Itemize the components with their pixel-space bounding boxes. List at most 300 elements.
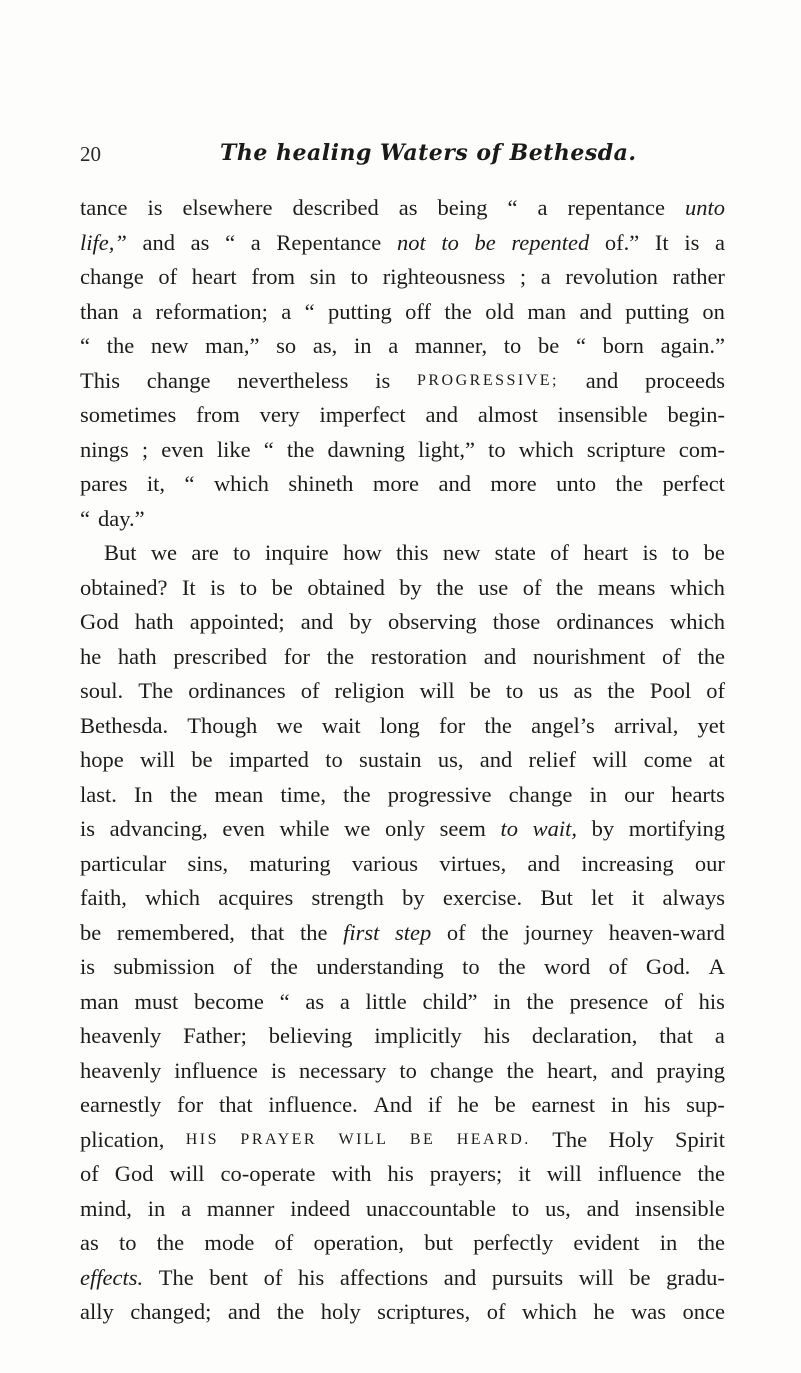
- word: holy: [320, 1299, 361, 1324]
- word: affections: [339, 1264, 429, 1290]
- word: but: [424, 1230, 453, 1255]
- word: as: [305, 988, 325, 1014]
- word: to: [671, 540, 690, 565]
- word: pursuits: [491, 1264, 564, 1290]
- word: of: [550, 540, 569, 565]
- word: off: [405, 298, 431, 324]
- text-line: [80, 571, 725, 606]
- word: repentance: [567, 195, 665, 220]
- word: to: [462, 954, 480, 979]
- word: be: [469, 678, 491, 703]
- word: God.: [645, 954, 691, 979]
- word: manner,: [414, 333, 488, 358]
- word: HEARD.: [456, 1130, 531, 1148]
- word: by: [349, 609, 372, 634]
- word: the: [276, 1299, 305, 1324]
- word: from: [196, 402, 240, 427]
- word: maturing: [249, 850, 331, 876]
- word: prayers;: [429, 1161, 503, 1186]
- word: religion: [334, 678, 405, 703]
- word: is: [210, 574, 226, 600]
- word: insensible: [557, 402, 648, 427]
- text-line: [80, 812, 725, 847]
- word: the: [697, 643, 725, 669]
- word: prescribed: [173, 643, 268, 669]
- word: “: [279, 988, 290, 1014]
- word: new: [150, 333, 189, 358]
- word: “: [263, 436, 274, 462]
- word: unaccountable: [366, 1195, 496, 1221]
- text-line: [80, 605, 725, 640]
- word: be: [191, 747, 213, 772]
- word: a: [540, 264, 551, 289]
- word: the: [481, 919, 509, 945]
- text-line: [80, 709, 725, 744]
- word: his: [644, 1092, 671, 1117]
- word: in: [589, 781, 607, 807]
- word: submission: [113, 954, 215, 979]
- word: scriptures,: [377, 1299, 471, 1324]
- word: co-operate: [220, 1161, 316, 1186]
- word: his: [483, 1023, 510, 1048]
- word: to: [118, 1230, 137, 1255]
- word: Spirit: [674, 1126, 725, 1152]
- word: In: [134, 781, 153, 807]
- word: and: [142, 229, 176, 255]
- text-line: [80, 295, 725, 330]
- text-line: [80, 364, 725, 399]
- word: influence: [174, 1057, 258, 1083]
- word: imparted: [228, 747, 309, 772]
- word: of: [233, 954, 252, 979]
- word: and: [300, 609, 334, 634]
- word: last.: [80, 781, 117, 807]
- text-line: [80, 1123, 725, 1158]
- word: described: [292, 195, 379, 220]
- word: manner: [206, 1195, 275, 1221]
- word: the: [697, 1161, 725, 1186]
- word: will: [419, 678, 455, 703]
- word: proceeds: [645, 367, 725, 393]
- word: the: [106, 333, 135, 358]
- word: hath: [117, 643, 157, 669]
- word: his: [698, 988, 725, 1014]
- word: the: [444, 298, 472, 324]
- word: revolution: [565, 264, 658, 289]
- word: heart,: [547, 1057, 598, 1083]
- word: man,”: [205, 333, 260, 358]
- word: a: [132, 298, 143, 324]
- word: if: [427, 1092, 442, 1117]
- word: HIS: [185, 1130, 220, 1148]
- word: to: [503, 333, 522, 358]
- word: But: [104, 540, 137, 565]
- word: us: [538, 678, 559, 703]
- word: almost: [477, 402, 538, 427]
- running-head: [80, 140, 725, 180]
- word: and: [527, 850, 560, 876]
- word: A: [708, 954, 725, 979]
- word: the: [156, 1230, 185, 1255]
- word: and: [227, 1299, 261, 1324]
- word: sustain: [359, 747, 422, 772]
- word: nevertheless: [237, 367, 349, 393]
- word: mean: [214, 781, 264, 807]
- word: so: [276, 333, 297, 358]
- word: and: [610, 1057, 644, 1083]
- text-line: [80, 260, 725, 295]
- word: It: [181, 574, 196, 600]
- word: and: [425, 402, 458, 427]
- page-number: 20: [80, 142, 101, 166]
- word: a: [714, 1023, 725, 1048]
- word: of: [300, 678, 320, 703]
- word: the: [286, 436, 315, 462]
- word: and: [438, 471, 471, 496]
- word: The: [138, 678, 174, 703]
- word: influence: [597, 1161, 682, 1186]
- word: Bethesda.: [80, 712, 169, 738]
- word: relief: [528, 747, 577, 772]
- word: are: [191, 540, 219, 565]
- word: plication,: [80, 1126, 165, 1152]
- word: will: [169, 1161, 205, 1186]
- word: be: [494, 1092, 516, 1117]
- word: of: [664, 988, 683, 1014]
- word: The: [552, 1126, 588, 1152]
- word: indeed: [290, 1195, 351, 1221]
- word: is: [147, 195, 163, 220]
- text-line: [80, 1157, 725, 1192]
- word: soul.: [80, 678, 124, 703]
- word: a: [181, 1195, 192, 1221]
- word: Pool: [649, 678, 692, 703]
- word: that: [250, 919, 285, 945]
- word: in: [147, 1195, 166, 1221]
- word: strength: [311, 885, 384, 910]
- word: word: [544, 954, 591, 979]
- word: ordinances: [556, 609, 654, 634]
- word: arrival,: [613, 712, 679, 738]
- word: new: [442, 540, 481, 565]
- word: as: [573, 678, 593, 703]
- word: us,: [545, 1195, 571, 1221]
- word: dawning: [327, 436, 406, 462]
- word: Though: [187, 712, 258, 738]
- word: more: [372, 471, 420, 496]
- word: will: [592, 747, 628, 772]
- word: as: [398, 195, 418, 220]
- word: change: [429, 1057, 494, 1083]
- word: to: [488, 436, 506, 462]
- word: wait,: [532, 816, 577, 841]
- word: is: [80, 954, 96, 979]
- word: sins,: [187, 850, 229, 876]
- word: declaration,: [531, 1023, 638, 1048]
- word: it: [631, 885, 645, 910]
- word: how: [342, 540, 382, 565]
- text-line: [80, 191, 725, 226]
- word: to: [399, 1057, 417, 1083]
- word: increasing: [581, 850, 674, 876]
- word: and: [579, 298, 612, 324]
- word: always: [662, 885, 725, 910]
- word: changed;: [130, 1299, 212, 1324]
- word: particular: [80, 850, 167, 876]
- word: only: [384, 816, 425, 841]
- word: wait: [321, 712, 361, 738]
- text-line: [80, 778, 725, 813]
- word: the: [697, 1230, 725, 1255]
- word: is: [375, 367, 391, 393]
- word: the: [506, 1057, 535, 1083]
- word: life,”: [80, 229, 127, 255]
- word: Repentance: [276, 229, 382, 255]
- word: to: [505, 678, 524, 703]
- word: for: [438, 712, 466, 738]
- text-line: [80, 1054, 725, 1089]
- word: reformation;: [155, 298, 268, 324]
- word: be: [271, 574, 293, 600]
- word: earnest: [531, 1092, 596, 1117]
- word: the: [484, 712, 512, 738]
- word: light,”: [418, 436, 476, 462]
- word: he: [593, 1299, 615, 1324]
- word: heavenly: [80, 1057, 162, 1083]
- text-line: [80, 674, 725, 709]
- word: angel’s: [531, 712, 595, 738]
- word: old: [485, 298, 514, 324]
- word: the: [526, 988, 554, 1014]
- word: rather: [672, 264, 725, 289]
- word: But: [540, 885, 573, 910]
- word: the: [498, 954, 526, 979]
- text-line: [80, 1192, 725, 1227]
- word: the: [270, 954, 298, 979]
- word: mortifying: [628, 816, 725, 841]
- word: like: [216, 436, 251, 462]
- word: This: [80, 367, 121, 393]
- text-line: [80, 950, 725, 985]
- text-line: [80, 1226, 725, 1261]
- word: PROGRESSIVE;: [416, 371, 559, 389]
- word: faith,: [80, 885, 127, 910]
- word: heavenly: [80, 1023, 162, 1048]
- word: ;: [519, 264, 527, 289]
- word: is: [270, 1057, 286, 1083]
- word: which: [518, 436, 574, 462]
- word: while: [279, 816, 330, 841]
- word: in: [610, 1092, 629, 1117]
- word: must: [134, 988, 179, 1014]
- word: heaven-ward: [608, 919, 725, 945]
- word: and: [586, 1195, 620, 1221]
- text-line: [80, 226, 725, 261]
- word: the: [555, 574, 584, 600]
- word: child”: [422, 988, 478, 1014]
- word: perfectly: [473, 1230, 554, 1255]
- word: first: [343, 919, 380, 945]
- word: is: [80, 816, 96, 841]
- word: which: [145, 885, 201, 910]
- word: And: [373, 1092, 413, 1117]
- word: our: [694, 850, 725, 876]
- word: evident: [573, 1230, 640, 1255]
- word: change: [80, 264, 144, 289]
- word: even: [222, 816, 265, 841]
- word: insensible: [634, 1195, 725, 1221]
- word: it,: [146, 471, 166, 496]
- word: as: [80, 1230, 99, 1255]
- word: putting: [625, 298, 690, 324]
- word: hope: [80, 747, 124, 772]
- word: we: [150, 540, 178, 565]
- text-line: [80, 1019, 725, 1054]
- word: righteousness: [382, 264, 506, 289]
- word: more: [490, 471, 537, 496]
- word: use: [478, 574, 509, 600]
- word: repented: [511, 229, 590, 255]
- word: by: [402, 885, 425, 910]
- word: than: [80, 298, 119, 324]
- word: ;: [141, 436, 149, 462]
- word: heart: [583, 540, 629, 565]
- word: of: [522, 574, 542, 600]
- word: WILL: [338, 1130, 389, 1148]
- word: be: [703, 540, 725, 565]
- word: “: [80, 505, 90, 531]
- word: implicitly: [374, 1023, 462, 1048]
- word: hearts: [671, 781, 725, 807]
- word: a: [339, 988, 350, 1014]
- word: become: [193, 988, 264, 1014]
- word: change: [508, 781, 573, 807]
- text-line: [80, 640, 725, 675]
- word: of.”: [604, 229, 640, 255]
- word: of: [446, 919, 466, 945]
- word: a: [281, 298, 292, 324]
- word: Holy: [608, 1126, 654, 1152]
- word: man: [527, 298, 567, 324]
- word: of: [486, 1299, 506, 1324]
- word: the: [343, 781, 371, 807]
- word: to: [233, 540, 251, 565]
- text-line: [80, 1261, 725, 1296]
- word: various: [351, 850, 419, 876]
- word: which: [669, 609, 725, 634]
- word: bent: [209, 1264, 249, 1290]
- word: begin-: [667, 402, 725, 427]
- word: ally: [80, 1299, 114, 1324]
- word: to: [239, 574, 258, 600]
- word: advancing,: [109, 816, 208, 841]
- word: be: [474, 229, 496, 255]
- word: elsewhere: [182, 195, 273, 220]
- text-line: [80, 847, 725, 882]
- word: he: [80, 643, 102, 669]
- word: in: [493, 988, 511, 1014]
- word: this: [396, 540, 429, 565]
- word: and: [443, 1264, 477, 1290]
- word: BE: [409, 1130, 436, 1148]
- word: the: [436, 574, 464, 600]
- word: with: [331, 1161, 372, 1186]
- word: of: [608, 954, 628, 979]
- word: is: [684, 229, 700, 255]
- word: “: [304, 298, 315, 324]
- word: a: [250, 229, 261, 255]
- word: “: [507, 195, 518, 220]
- text-line: [80, 1088, 725, 1123]
- word: that: [659, 1023, 694, 1048]
- word: gradu-: [666, 1264, 725, 1290]
- word: ordinances: [188, 678, 286, 703]
- word: in: [353, 333, 372, 358]
- word: unto: [684, 195, 725, 220]
- word: is: [642, 540, 658, 565]
- word: as,: [312, 333, 338, 358]
- text-line: [80, 329, 725, 364]
- word: pares: [80, 471, 128, 496]
- word: “: [80, 333, 90, 358]
- word: heart: [191, 264, 237, 289]
- word: which: [213, 471, 269, 496]
- word: of: [662, 643, 681, 669]
- word: virtues,: [439, 850, 507, 876]
- word: earnestly: [80, 1092, 162, 1117]
- text-line: [80, 536, 725, 571]
- word: the: [615, 471, 644, 496]
- word: will: [546, 1161, 582, 1186]
- text-line: [80, 985, 725, 1020]
- word: the: [607, 678, 635, 703]
- word: it: [518, 1161, 531, 1186]
- word: to: [511, 1195, 530, 1221]
- word: from: [251, 264, 296, 289]
- word: Father;: [183, 1023, 247, 1048]
- word: was: [631, 1299, 667, 1324]
- word: seem: [439, 816, 486, 841]
- word: come: [643, 747, 693, 772]
- word: putting: [328, 298, 392, 324]
- word: obtained: [307, 574, 385, 600]
- word: praying: [656, 1057, 725, 1083]
- word: The: [158, 1264, 194, 1290]
- text-line: [80, 916, 725, 951]
- word: shineth: [288, 471, 354, 496]
- word: again.”: [660, 333, 725, 358]
- word: of: [274, 1230, 294, 1255]
- word: us,: [437, 747, 464, 772]
- word: nourishment: [532, 643, 646, 669]
- word: to: [441, 229, 459, 255]
- word: exercise.: [442, 885, 523, 910]
- word: we: [276, 712, 303, 738]
- text-line: [80, 1295, 725, 1330]
- word: “: [225, 229, 236, 255]
- word: state: [494, 540, 536, 565]
- word: observing: [387, 609, 477, 634]
- running-title: The healing Waters of Bethesda.: [220, 140, 637, 166]
- word: at: [708, 747, 725, 772]
- word: of: [263, 1264, 283, 1290]
- word: God: [80, 609, 119, 634]
- word: of: [158, 264, 178, 289]
- word: by: [399, 574, 422, 600]
- word: effects.: [80, 1264, 144, 1290]
- text-line: [80, 881, 725, 916]
- word: that: [218, 1092, 253, 1117]
